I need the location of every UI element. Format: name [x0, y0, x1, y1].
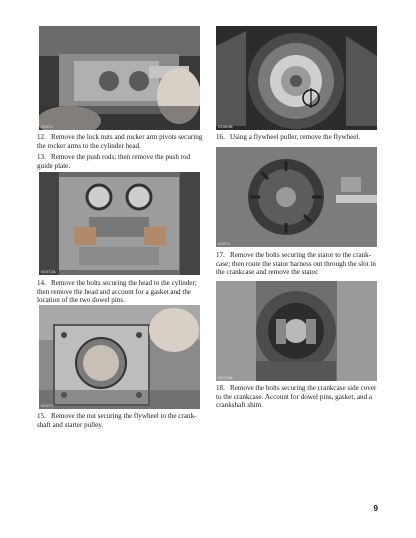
photo-code: IG069B — [218, 124, 233, 129]
photo-code: IG075A — [218, 375, 233, 380]
step-text: Remove the push rods; then remove the push rod guide plate. — [37, 153, 191, 170]
step-text: Remove the bolts securing the head to the cylinder; then remove the head and account for a gasket and the location of the two dowel pins. — [37, 279, 197, 305]
rocker-arm-removal-photo — [39, 26, 200, 130]
step-text: Remove the bolts securing the stator to the crank-case; then route the stator harness out through the slot in the crankcase and remove the stator. — [216, 251, 376, 277]
cylinder-head-bolts-photo — [39, 172, 200, 275]
photo-code: IG071 — [41, 124, 53, 129]
step-text: Remove the nut securing the flywheel to the crank-shaft and starter pulley. — [37, 412, 197, 429]
photo-code: IG074 — [218, 241, 230, 246]
crankcase-side-cover-photo — [216, 281, 377, 381]
step-13 — [37, 153, 203, 170]
step-number: 14. — [37, 279, 46, 287]
step-text: Using a flywheel puller, remove the flywheel. — [230, 133, 361, 141]
step-number: 18. — [216, 384, 225, 392]
step-18 — [216, 384, 382, 410]
step-15 — [37, 412, 203, 429]
step-14 — [37, 279, 203, 305]
step-number: 17. — [216, 251, 225, 259]
head-gasket-dowel-pins-photo — [39, 305, 200, 409]
step-text: Remove the lock nuts and rocker arm pivots securing the rocker arms to the cylinder head. — [37, 133, 203, 150]
step-17 — [216, 251, 382, 277]
step-16 — [216, 133, 382, 142]
step-number: 16. — [216, 133, 225, 141]
step-number: 15. — [37, 412, 46, 420]
step-12 — [37, 133, 203, 150]
page-number: 9 — [373, 504, 378, 513]
step-number: 12. — [37, 133, 46, 141]
step-text: Remove the bolts securing the crankcase side cover to the crankcase. Account for dowel pins, gasket, and a crankshaft shim. — [216, 384, 377, 410]
photo-code: IG073 — [41, 403, 53, 408]
stator-removal-photo — [216, 147, 377, 247]
photo-code: IG072A — [41, 269, 56, 274]
step-number: 13. — [37, 153, 46, 161]
flywheel-puller-photo — [216, 26, 377, 130]
